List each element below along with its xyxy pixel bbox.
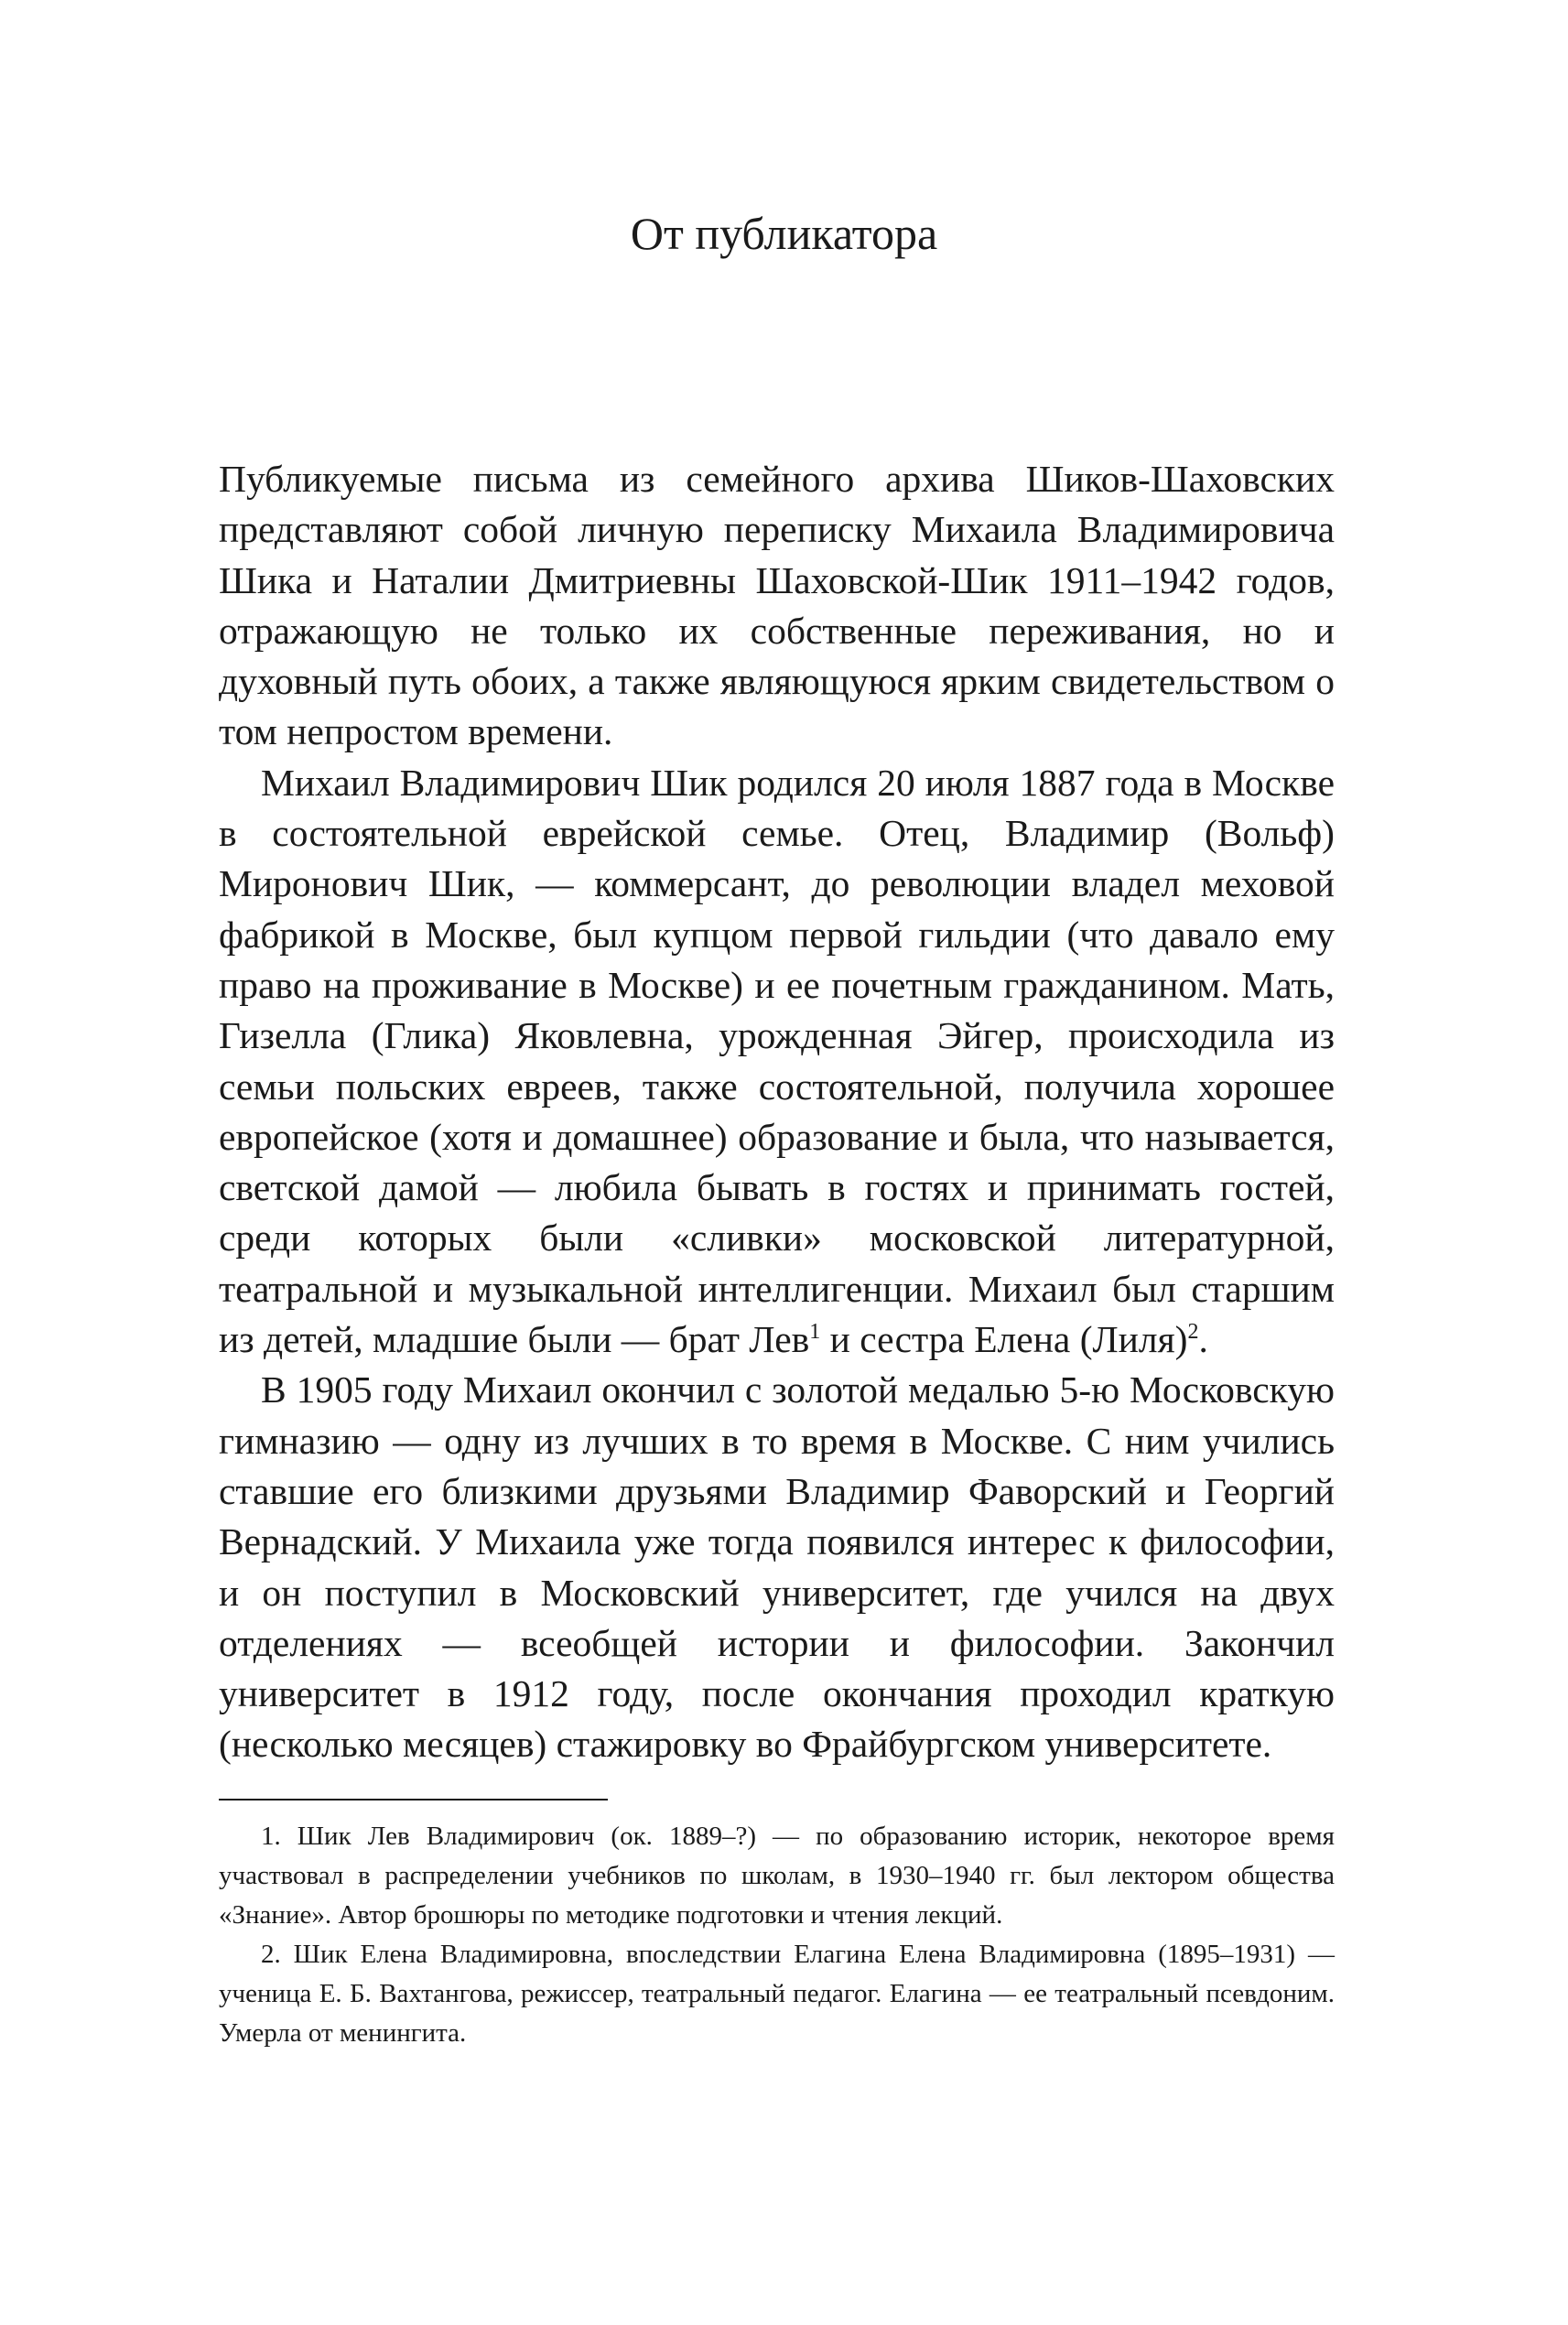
footnote-1: 1. Шик Лев Владимирович (ок. 1889–?) — по образованию историк, некоторое время участвовал в распределении учебников по школам, в 1930–1940 гг. был лектором общества «Знание». Автор брошюры по методике подготовки и чтения лекций.	[219, 1822, 1335, 1930]
footnote-2: 2. Шик Елена Владимировна, впоследствии Елагина Елена Владимировна (1895–1931) — ученица Е. Б. Вахтангова, режиссер, театральный педагог. Елагина — ее театральный псевдоним. Умерла от менингита.	[219, 1940, 1335, 2048]
paragraph-education: В 1905 году Михаил окончил с золотой медалью 5-ю Московскую гимназию — одну из лучших в то время в Москве. С ним учились ставшие его близкими друзьями Владимир Фаворский и Георгий Вернадский. У Михаила уже тогда появился интерес к философии, и он поступил в Московский университет, где учился на двух отделениях — всеобщей истории и философии. Закончил университет в 1912 году, после окончания проходил краткую (несколько месяцев) стажировку во Фрайбургском университете.	[219, 1368, 1335, 1766]
paragraph-biography	[219, 758, 1335, 1366]
paragraph-intro: Публикуемые письма из семейного архива Шиков-Шаховских представляют собой личную переписку Михаила Владимировича Шика и Наталии Дмитриевны Шаховской-Шик 1911–1942 годов, отражающую не только их собственные переживания, но и духовный путь обоих, а также являющуюся ярким свидетельством о том непростом времени.	[219, 458, 1335, 753]
paragraph-biography-text-mid: и сестра Елена (Лиля)	[820, 1318, 1188, 1361]
footnotes	[219, 1817, 1335, 2053]
footnote-ref-2[interactable]: 2	[1187, 1320, 1199, 1345]
paragraph-biography-text: Михаил Владимирович Шик родился 20 июля 1887 года в Москве в состоятельной еврейской семье. Отец, Владимир (Вольф) Миронович Шик, — коммерсант, до революции владел меховой фабрикой в Москве, был купцом первой гильдии (что давало ему право на проживание в Москве) и ее почетным гражданином. Мать, Гизелла (Глика) Яковлевна, урожденная Эйгер, происходила из семьи польских евреев, также состоятельной, получила хорошее европейское (хотя и домашнее) образование и была, что называется, светской дамой — любила бывать в гостях и принимать гостей, среди которых были «сливки» московской литературной, театральной и музыкальной интеллигенции. Михаил был старшим из детей, младшие были — брат Лев	[219, 761, 1335, 1361]
paragraph-biography-text-end: .	[1198, 1318, 1208, 1361]
footnote-ref-1[interactable]: 1	[809, 1320, 821, 1345]
main-text	[219, 454, 1335, 1770]
footnote-divider	[219, 1799, 608, 1801]
page-title: От публикатора	[630, 208, 938, 259]
